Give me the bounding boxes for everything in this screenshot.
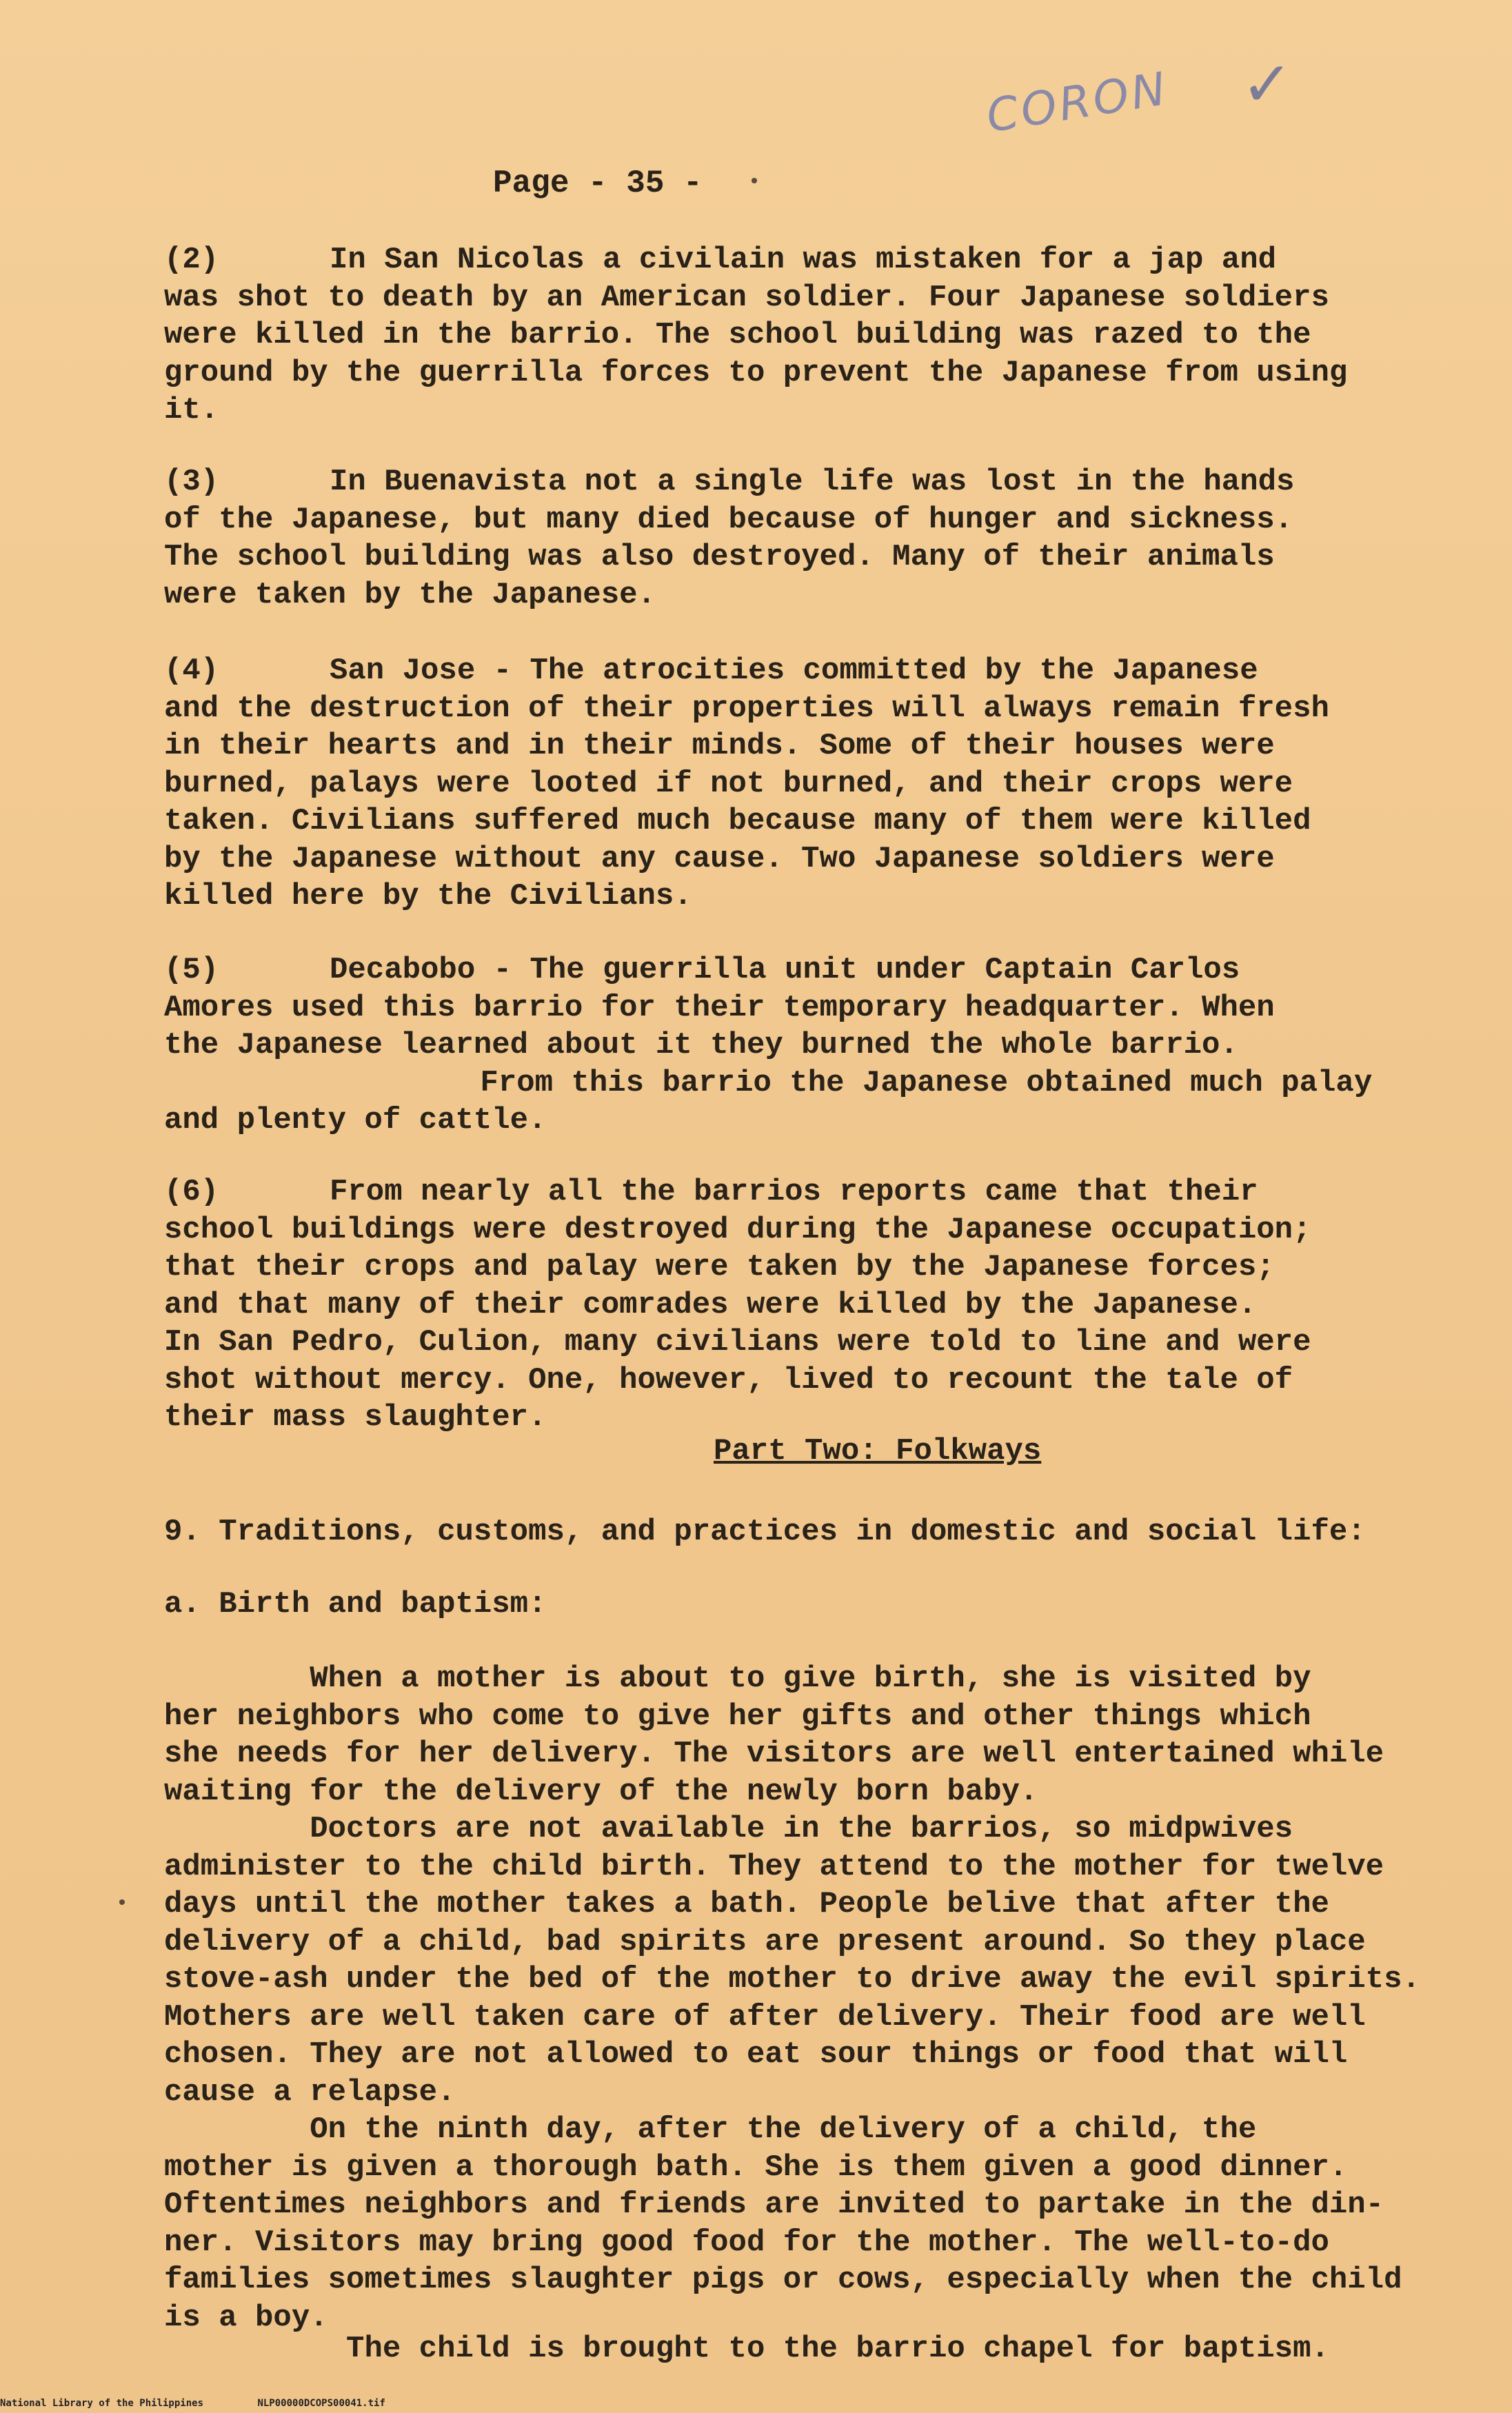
- paragraph-number: (2): [164, 243, 219, 277]
- library-name: National Library of the Philippines: [0, 2398, 204, 2409]
- birth-paragraph-3: On the ninth day, after the delivery of a child, the mother is given a thorough bath. She is them given a good dinner. Oftentimes neighbors and friends are invited to partake in the din- ner. Visitors may bring good food for the mother. The well-to-do families sometimes slaughter pigs or cows, especially when the child is a boy.: [164, 2112, 1402, 2335]
- paragraph-number: (3): [164, 465, 219, 499]
- paragraph-5: (5) Decabobo - The guerrilla unit under Captain Carlos Amores used this barrio for their temporary headquarter. When the Japanese learned about it they burned the whole barrio. From this barrio the Japanese obtained much palay and plenty of cattle.: [164, 953, 1373, 1138]
- paragraph-number: (5): [164, 953, 219, 987]
- paragraph-2: (2) In San Nicolas a civilain was mistaken for a jap and was shot to death by an American soldier. Four Japanese soldiers were killed in the barrio. The school building was razed to the ground by the guerrilla forces to prevent the Japanese from using it.: [164, 243, 1348, 427]
- paragraph-4: (4) San Jose - The atrocities committed by the Japanese and the destruction of their properties will always remain fresh in their hearts and in their minds. Some of their houses were burned, palays were looted if not burned, and their crops were taken. Civilians suffered much because many of them were killed by the Japanese without any cause. Two Japanese soldiers were killed here by the Civilians.: [164, 654, 1329, 913]
- birth-paragraph-2: Doctors are not available in the barrios, so midpwives administer to the child birth. They attend to the mother for twelve days until the mother takes a bath. People belive that after the delivery of a child, bad spirits are present around. So they place stove-ash under the bed of the mother to drive away the evil spirits. Mothers are well taken care of after delivery. Their food are well chosen. They are not allowed to eat sour things or food that will cause a relapse.: [164, 1812, 1420, 2110]
- file-name: NLP00000DCOPS00041.tif: [257, 2398, 385, 2409]
- stray-mark: •: [748, 171, 761, 194]
- paragraph-6: (6) From nearly all the barrios reports came that their school buildings were destroyed during the Japanese occupation; that their crops and palay were taken by the Japanese forces; and that many of their comrades were killed by the Japanese. In San Pedro, Culion, many civilians were told to line and were shot without mercy. One, however, lived to recount the tale of their mass slaughter.: [164, 1175, 1311, 1435]
- scan-footer: [0, 2398, 434, 2409]
- check-mark-icon: ✓: [1241, 48, 1293, 121]
- paragraph-number: (6): [164, 1175, 219, 1209]
- part-two-heading: Part Two: Folkways: [714, 1434, 1042, 1468]
- stray-mark: •: [116, 1892, 129, 1916]
- birth-paragraph-4: The child is brought to the barrio chapel for baptism.: [164, 2332, 1329, 2366]
- section-9-heading: 9. Traditions, customs, and practices in domestic and social life:: [164, 1515, 1366, 1549]
- paragraph-number: (4): [164, 654, 219, 688]
- handwritten-annotation: CORON: [982, 61, 1172, 143]
- section-a-heading: a. Birth and baptism:: [164, 1587, 547, 1622]
- paragraph-3: (3) In Buenavista not a single life was lost in the hands of the Japanese, but many died because of hunger and sickness. The school building was also destroyed. Many of their animals were taken by the Japanese.: [164, 465, 1295, 612]
- page-number: Page - 35 -: [493, 165, 703, 201]
- birth-paragraph-1: When a mother is about to give birth, she is visited by her neighbors who come to give her gifts and other things which she needs for her delivery. The visitors are well entertained while waiting for the delivery of the newly born baby.: [164, 1662, 1384, 1809]
